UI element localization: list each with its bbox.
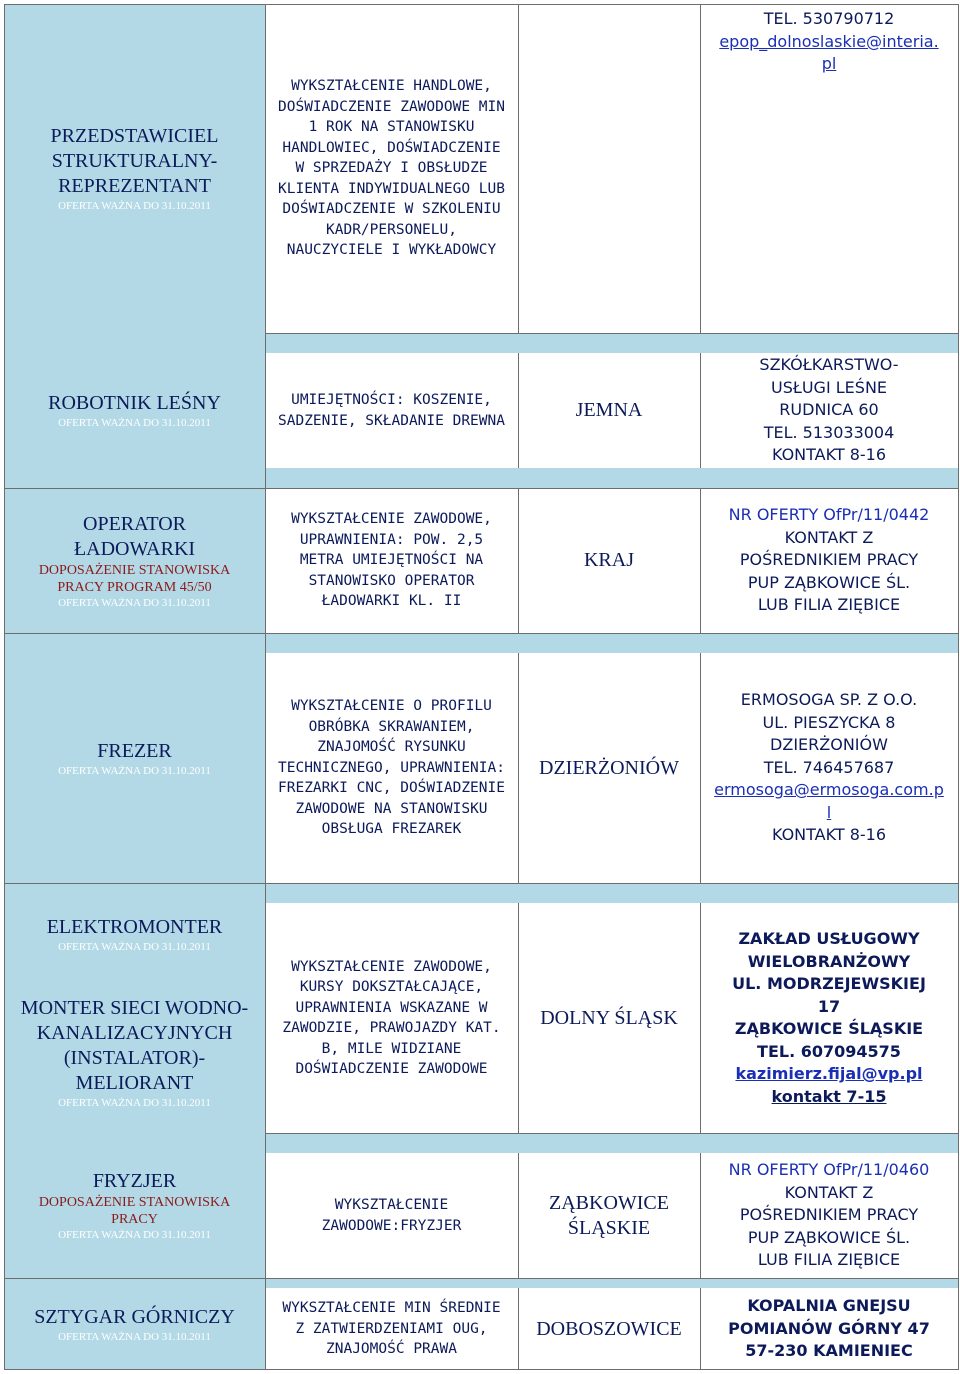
contact-email-link-cont[interactable]: l: [826, 802, 832, 822]
table-border: [4, 1278, 959, 1279]
contact-address: POMIANÓW GÓRNY 47: [728, 1318, 930, 1338]
requirements-text: WYKSZTAŁCENIE O PROFILU OBRÓBKA SKRAWANIEM, ZNAJOMOŚĆ RYSUNKU TECHNICZNEGO, UPRAWNIENIA: FREZARKI CNC, DOŚWIADZENIE ZAWODOWE NA STANOWISKU OBSŁUGA FREZAREK: [278, 698, 505, 838]
offer-number: NR OFERTY OfPr/11/0442: [728, 505, 930, 525]
validity-date: OFERTA WAŻNA DO 31.10.2011: [58, 941, 211, 953]
contact-email-link[interactable]: ermosoga@ermosoga.com.p: [714, 780, 944, 800]
contact-address: UL. MODRZEJEWSKIEJ: [732, 974, 926, 993]
table-border: [4, 4, 5, 1370]
location-cell: [518, 1153, 700, 1278]
table-border: [4, 633, 959, 634]
validity-date: OFERTA WAŻNA DO 31.10.2011: [58, 1097, 211, 1109]
location-text: DOLNY ŚLĄSK: [540, 1006, 678, 1029]
table-border: [518, 1153, 519, 1278]
table-border: [265, 4, 266, 1370]
table-border: [518, 1288, 519, 1370]
location-cell: [518, 488, 700, 633]
table-border: [958, 4, 959, 1370]
requirements-text: WYKSZTAŁCENIE ZAWODOWE, UPRAWNIENIA: POW. 2,5 METRA UMIEJĘTNOŚCI NA STANOWISKO OPERATOR ŁADOWARKI KL. II: [291, 511, 492, 610]
table-border: [700, 903, 701, 1133]
requirements-text: WYKSZTAŁCENIE HANDLOWE, DOŚWIADCZENIE ZAWODOWE MIN 1 ROK NA STANOWISKU HANDLOWIEC, DOŚWIADCZENIE W SPRZEDAŻY I OBSŁUDZE KLIENTA INDYWIDUALNEGO LUB DOŚWIADCZENIE W SZKOLENIU KADR/PERSONELU, NAUCZYCIELE I WYKŁADOWCY: [278, 78, 505, 259]
location-cell: [518, 4, 700, 333]
location-text: DOBOSZOWICE: [536, 1317, 682, 1340]
contact-line: LUB FILIA ZIĘBICE: [757, 1250, 901, 1270]
job-title-secondary: MONTER SIECI WODNO-KANALIZACYJNYCH (INSTALATOR)-MELIORANT: [20, 997, 249, 1094]
contact-phone: TEL. 607094575: [757, 1041, 901, 1061]
contact-email-link[interactable]: kazimierz.fijal@vp.pl: [735, 1064, 923, 1083]
contact-line: LUB FILIA ZIĘBICE: [757, 595, 901, 615]
row-separator: [265, 333, 958, 353]
table-border: [265, 333, 959, 334]
contact-phone: TEL. 746457687: [763, 757, 895, 777]
contact-cell: [700, 488, 958, 633]
job-title: PRZEDSTAWICIEL STRUKTURALNY-REPREZENTANT: [50, 125, 219, 197]
requirements-cell: [265, 4, 518, 333]
contact-line: POŚREDNIKIEM PRACY: [739, 550, 919, 570]
contact-phone: TEL. 530790712: [763, 9, 895, 28]
table-border: [4, 883, 959, 884]
table-border: [700, 1288, 701, 1370]
contact-company: KOPALNIA GNEJSU: [747, 1296, 911, 1316]
contact-cell: [700, 903, 958, 1133]
contact-line: PUP ZĄBKOWICE ŚL.: [747, 1227, 911, 1247]
location-text: DZIERŻONIÓW: [539, 756, 679, 779]
job-title-cell: [4, 1133, 265, 1278]
contact-line: POŚREDNIKIEM PRACY: [739, 1205, 919, 1225]
requirements-cell: [265, 1153, 518, 1278]
contact-email-link-cont[interactable]: pl: [821, 54, 837, 73]
job-title: FREZER: [97, 739, 172, 762]
table-border: [4, 1369, 959, 1370]
job-title-cell: [4, 883, 265, 1133]
job-title-cell: [4, 1278, 265, 1370]
location-cell: [518, 653, 700, 883]
location-cell: [518, 903, 700, 1133]
requirements-text: UMIEJĘTNOŚCI: KOSZENIE, SADZENIE, SKŁADANIE DREWNA: [278, 392, 505, 429]
requirements-text: WYKSZTAŁCENIE MIN ŚREDNIE Z ZATWIERDZENIAMI OUG, ZNAJOMOŚĆ PRAWA: [282, 1300, 501, 1358]
location-text: KRAJ: [583, 549, 634, 571]
contact-company: ERMOSOGA SP. Z O.O.: [740, 690, 918, 710]
job-title-cell: [4, 333, 265, 488]
requirements-cell: [265, 488, 518, 633]
job-title: ROBOTNIK LEŚNY: [48, 392, 221, 414]
row-separator: [265, 633, 958, 653]
contact-phone: TEL. 513033004: [763, 422, 895, 442]
table-border: [518, 488, 519, 633]
contact-cell: [700, 353, 958, 468]
validity-date: OFERTA WAŻNA DO 31.10.2011: [58, 1330, 211, 1343]
row-separator: [265, 883, 958, 903]
contact-hours: KONTAKT 8-16: [771, 445, 887, 465]
validity-date: OFERTA WAŻNA DO 31.10.2011: [58, 417, 211, 429]
job-title: OPERATOR ŁADOWARKI: [73, 512, 196, 560]
table-border: [518, 653, 519, 883]
table-border: [700, 4, 701, 333]
contact-line: PUP ZĄBKOWICE ŚL.: [747, 572, 911, 592]
validity-date: OFERTA WAŻNA DO 31.10.2011: [58, 200, 211, 212]
table-border: [265, 1133, 959, 1134]
contact-line: RUDNICA 60: [779, 400, 879, 420]
table-border: [700, 653, 701, 883]
contact-cell: [700, 1153, 958, 1278]
job-title-cell: [4, 4, 265, 333]
job-title: ELEKTROMONTER: [46, 916, 223, 938]
table-border: [518, 903, 519, 1133]
job-subtitle: DOPOSAŻENIE STANOWISKA PRACY PROGRAM 45/50: [38, 562, 231, 595]
contact-line: KONTAKT Z: [784, 527, 874, 547]
contact-company: WIELOBRANŻOWY: [747, 951, 911, 971]
requirements-cell: [265, 653, 518, 883]
row-separator: [265, 1133, 958, 1153]
contact-city: ZĄBKOWICE ŚLĄSKIE: [734, 1019, 924, 1038]
validity-date: OFERTA WAŻNA DO 31.10.2011: [58, 1229, 211, 1241]
contact-cell: [700, 1288, 958, 1370]
requirements-cell: [265, 353, 518, 468]
contact-line: KONTAKT Z: [784, 1182, 874, 1202]
table-border: [4, 4, 959, 5]
validity-date: OFERTA WAŻNA DO 31.10.2011: [58, 596, 211, 609]
contact-company: ZAKŁAD USŁUGOWY: [738, 929, 920, 948]
requirements-cell: [265, 903, 518, 1133]
contact-line: SZKÓŁKARSTWO-: [759, 355, 899, 375]
table-border: [518, 353, 519, 468]
location-text: JEMNA: [575, 399, 643, 421]
contact-hours: KONTAKT 8-16: [771, 825, 887, 845]
table-border: [518, 4, 519, 333]
job-title: FRYZJER: [92, 1170, 177, 1192]
requirements-text: WYKSZTAŁCENIE ZAWODOWE, KURSY DOKSZTAŁCAJĄCE, UPRAWNIENIA WSKAZANE W ZAWODZIE, PRAWOJAZDY KAT. B, MILE WIDZIANE DOŚWIADCZENIE ZAWODOWE: [282, 958, 501, 1077]
contact-cell: [700, 4, 958, 333]
contact-line: USŁUGI LEŚNE: [770, 377, 888, 397]
requirements-cell: [265, 1288, 518, 1370]
contact-cell: [700, 653, 958, 883]
location-cell: [518, 1288, 700, 1370]
contact-city: DZIERŻONIÓW: [770, 735, 888, 755]
table-border: [700, 488, 701, 633]
location-cell: [518, 353, 700, 468]
table-border: [4, 488, 959, 489]
requirements-text: WYKSZTAŁCENIE ZAWODOWE:FRYZJER: [321, 1197, 462, 1234]
contact-email-link[interactable]: epop_dolnoslaskie@interia.: [719, 31, 939, 51]
contact-address: 17: [817, 996, 841, 1016]
row-separator: [265, 1278, 958, 1288]
location-text: ZĄBKOWICE ŚLĄSKIE: [549, 1191, 669, 1239]
contact-hours: kontakt 7-15: [771, 1086, 887, 1106]
table-border: [700, 353, 701, 468]
contact-city: 57-230 KAMIENIEC: [745, 1341, 913, 1361]
job-title-cell: [4, 488, 265, 633]
job-title-cell: [4, 633, 265, 883]
validity-date: OFERTA WAŻNA DO 31.10.2011: [58, 764, 211, 777]
job-subtitle: DOPOSAŻENIE STANOWISKA PRACY: [38, 1195, 231, 1227]
table-border: [700, 1153, 701, 1278]
job-title: SZTYGAR GÓRNICZY: [34, 1305, 235, 1328]
row-separator: [265, 468, 958, 488]
offer-number: NR OFERTY OfPr/11/0460: [728, 1160, 930, 1180]
contact-address: UL. PIESZYCKA 8: [762, 712, 896, 732]
